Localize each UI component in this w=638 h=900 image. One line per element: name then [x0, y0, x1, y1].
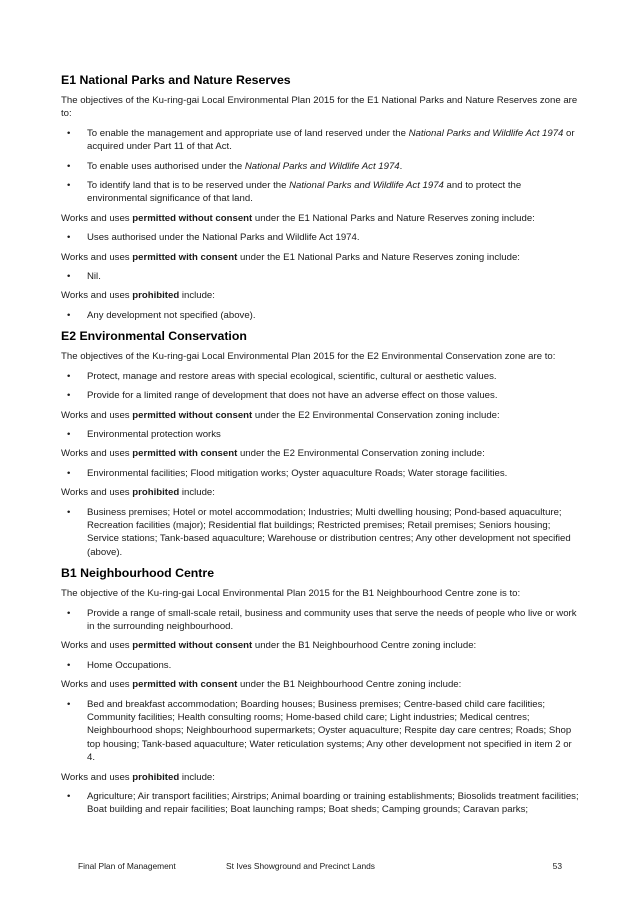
list-item	[61, 659, 581, 672]
section-e1	[61, 72, 581, 322]
list-item	[61, 698, 581, 765]
section-title-e1: E1 National Parks and Nature Reserves	[61, 73, 291, 87]
paragraph-e2-intro: The objectives of the Ku-ring-gai Local Environmental Plan 2015 for the E2 Environmental Conservation zone are to:	[61, 351, 556, 363]
italic-run: National Parks and Wildlife Act 1974	[289, 180, 444, 192]
text-run: Works and uses	[61, 251, 133, 263]
text-run: under the B1 Neighbourhood Centre zoning include:	[237, 679, 462, 691]
text-run: under the B1 Neighbourhood Centre zoning include:	[252, 640, 477, 652]
text-run: Environmental protection works	[87, 428, 221, 440]
section-e2	[61, 328, 581, 559]
bullet-icon: •	[67, 428, 71, 440]
list-e1-without-consent	[61, 231, 581, 244]
italic-run: National Parks and Wildlife Act 1974	[408, 127, 564, 139]
list-item	[61, 160, 581, 173]
text-run: under the E1 National Parks and Nature Reserves zoning include:	[252, 212, 535, 224]
paragraph-b1-with-consent	[61, 678, 581, 691]
text-run: To enable the management and appropriate use of land reserved under the	[87, 127, 409, 139]
text-run: include:	[179, 290, 215, 302]
text-run: or acquired under Part 11 of that Act.	[87, 127, 575, 153]
footer-document-title: Final Plan of Management	[78, 861, 176, 871]
text-run: Provide a range of small-scale retail, business and community uses that serve the needs of people who live or work in the surrounding neighbourhood.	[87, 607, 577, 632]
text-run: Works and uses	[61, 448, 133, 460]
text-run: include:	[179, 771, 215, 783]
text-run: Nil.	[87, 271, 101, 283]
list-e2-without-consent	[61, 428, 581, 441]
list-item	[61, 370, 581, 383]
text-run: Works and uses	[61, 409, 133, 421]
bullet-icon: •	[67, 127, 71, 139]
bullet-icon: •	[67, 698, 71, 710]
text-run: under the E1 National Parks and Nature Reserves zoning include:	[237, 251, 520, 263]
bold-run: permitted without consent	[132, 212, 253, 224]
paragraph-b1-prohibited	[61, 771, 581, 784]
text-run: Works and uses	[61, 487, 133, 499]
list-e1-objectives	[61, 127, 581, 206]
paragraph-e1-prohibited	[61, 289, 581, 302]
list-item	[61, 309, 581, 322]
list-item	[61, 231, 581, 244]
text-run: Any development not specified (above).	[87, 309, 256, 321]
text-run: Works and uses	[61, 679, 133, 691]
list-item	[61, 790, 581, 817]
bullet-icon: •	[67, 659, 71, 671]
section-b1	[61, 565, 581, 817]
paragraph-e2-without-consent	[61, 409, 581, 422]
bullet-icon: •	[67, 160, 71, 172]
list-item	[61, 467, 581, 480]
bold-run: permitted with consent	[132, 448, 238, 460]
bold-run: permitted with consent	[132, 251, 238, 263]
footer-project-name: St Ives Showground and Precinct Lands	[226, 861, 375, 871]
document-page	[61, 72, 581, 823]
italic-run: National Parks and Wildlife Act 1974	[244, 160, 400, 172]
text-run: Bed and breakfast accommodation; Boarding houses; Business premises; Centre-based child care facilities; Community facilities; Health consulting rooms; Home-based child care; Light industries; Medical centres; Neighbourhood shops; Neighbourhood supermarkets; Oyster aquaculture; Respite day care centres; Roads; Shop top housing; Tank-based aquaculture; Water reticulation systems; Any other development not specified in item 2 or 4.	[87, 698, 572, 764]
bullet-icon: •	[67, 607, 71, 619]
text-run: Works and uses	[61, 771, 133, 783]
list-item	[61, 389, 581, 402]
bullet-icon: •	[67, 232, 71, 244]
section-title-e2: E2 Environmental Conservation	[61, 329, 247, 344]
section-title-b1: B1 Neighbourhood Centre	[61, 566, 215, 581]
list-item	[61, 607, 581, 634]
list-item	[61, 127, 581, 154]
text-run: Provide for a limited range of development that does not have an adverse effect on those values.	[87, 390, 498, 402]
paragraph-b1-without-consent	[61, 639, 581, 652]
text-run: Environmental facilities; Flood mitigation works; Oyster aquaculture Roads; Water storage facilities.	[87, 467, 508, 479]
footer-page-number: 53	[552, 861, 562, 871]
list-e2-with-consent	[61, 467, 581, 480]
list-item	[61, 179, 581, 206]
list-e2-prohibited	[61, 506, 581, 560]
paragraph-e1-with-consent	[61, 251, 581, 264]
list-b1-prohibited	[61, 790, 581, 817]
text-run: Works and uses	[61, 290, 133, 302]
text-run: To enable uses authorised under the	[87, 160, 245, 172]
text-run: and to protect the environmental significance of that land.	[87, 180, 522, 205]
paragraph-b1-intro: The objective of the Ku-ring-gai Local Environmental Plan 2015 for the B1 Neighbourhood Centre zone is to:	[61, 588, 521, 600]
list-e2-objectives	[61, 370, 581, 403]
paragraph-e1-without-consent	[61, 212, 581, 225]
text-run: Home Occupations.	[87, 659, 172, 671]
bold-run: prohibited	[132, 487, 180, 499]
bold-run: permitted without consent	[132, 409, 253, 421]
text-run: Agriculture; Air transport facilities; Airstrips; Animal boarding or training establishments; Biosolids treatment facilities; Boat building and repair facilities; Boat launching ramps; Boat sheds; Camping grounds; Caravan parks;	[87, 791, 579, 816]
list-b1-objectives	[61, 607, 581, 634]
paragraph-e2-prohibited	[61, 486, 581, 499]
text-run: under the E2 Environmental Conservation zoning include:	[252, 409, 500, 421]
bullet-icon: •	[67, 791, 71, 803]
text-run: Works and uses	[61, 212, 133, 224]
bullet-icon: •	[67, 390, 71, 402]
list-item	[61, 270, 581, 283]
list-e1-prohibited	[61, 309, 581, 322]
bullet-icon: •	[67, 467, 71, 479]
text-run: under the E2 Environmental Conservation zoning include:	[237, 448, 485, 460]
list-item	[61, 506, 581, 560]
text-run: include:	[179, 487, 215, 499]
bold-run: permitted with consent	[132, 679, 238, 691]
text-run: To identify land that is to be reserved under the	[87, 180, 290, 192]
list-item	[61, 428, 581, 441]
bullet-icon: •	[67, 309, 71, 321]
paragraph-e1-intro: The objectives of the Ku-ring-gai Local Environmental Plan 2015 for the E1 National Parks and Nature Reserves zone are to:	[61, 95, 578, 120]
bold-run: prohibited	[132, 290, 180, 302]
list-e1-with-consent	[61, 270, 581, 283]
text-run: Protect, manage and restore areas with special ecological, scientific, cultural or aesthetic values.	[87, 370, 497, 382]
text-run: .	[399, 160, 403, 172]
text-run: Business premises; Hotel or motel accommodation; Industries; Multi dwelling housing; Pond-based aquaculture; Recreation facilities (major); Residential flat buildings; Restricted premises; Retail premises; Seniors housing; Service stations; Tank-based aquaculture; Warehouse or distribution centres; Any other development not specified (above).	[87, 506, 571, 558]
bullet-icon: •	[67, 506, 71, 518]
bullet-icon: •	[67, 370, 71, 382]
paragraph-e2-with-consent	[61, 447, 581, 460]
bold-run: permitted without consent	[132, 640, 253, 652]
bullet-icon: •	[67, 180, 71, 192]
text-run: Works and uses	[61, 640, 133, 652]
list-b1-without-consent	[61, 659, 581, 672]
text-run: Uses authorised under the National Parks and Wildlife Act 1974.	[87, 232, 360, 244]
bold-run: prohibited	[132, 771, 180, 783]
bullet-icon: •	[67, 271, 71, 283]
list-b1-with-consent	[61, 698, 581, 765]
